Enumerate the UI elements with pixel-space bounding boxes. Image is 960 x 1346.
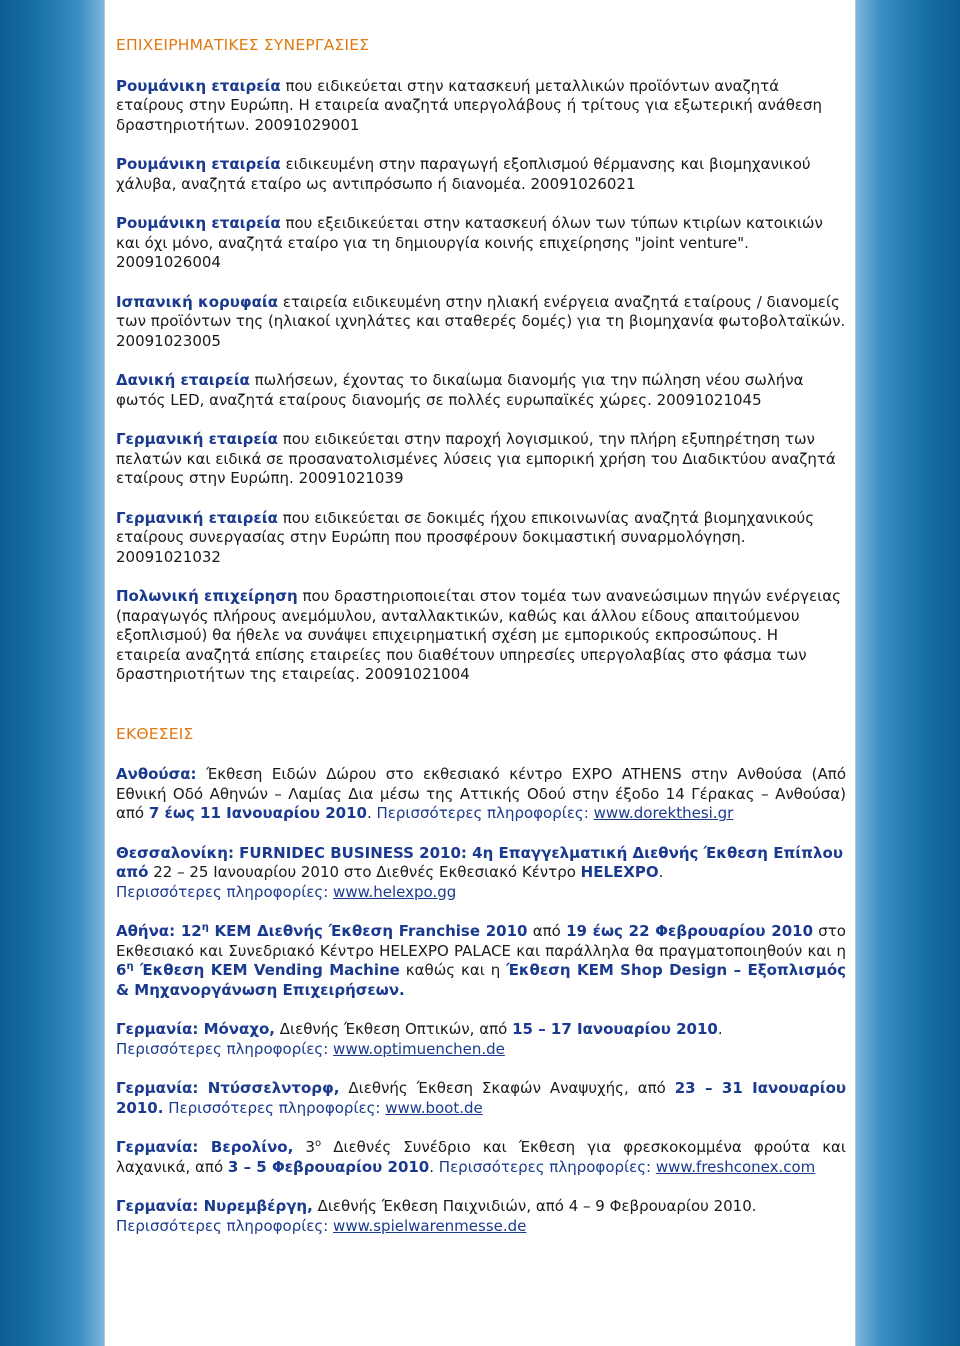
item-text: ειδικευμένη στην παραγωγή εξοπλισμού θέρμανσης και βιομηχανικού χάλυβα, αναζητά εταίρο ως αντιπρόσωπο ή διανομέα.: [116, 155, 811, 193]
exhibitions-heading: ΕΚΘΕΣΕΙΣ: [116, 724, 194, 743]
cooperation-item: [116, 587, 846, 685]
exhibition-location: Ανθούσα:: [116, 765, 197, 783]
more-info-label: Περισσότερες πληροφορίες:: [163, 1098, 381, 1117]
exhibition-text: 22 – 25 Ιανουαρίου 2010 στο Διεθνές Εκθεσιακό Κέντρο: [148, 863, 581, 881]
exhibition-link[interactable]: www.spielwarenmesse.de: [333, 1216, 527, 1235]
exhibition-text: Διεθνής Έκθεση Οπτικών, από: [275, 1020, 513, 1038]
exhibition-dates: 19 έως 22 Φεβρουαρίου 2010: [566, 922, 814, 940]
cooperation-item: [116, 430, 846, 489]
company-lead: Πολωνική επιχείρηση: [116, 587, 298, 605]
company-lead: Δανική εταιρεία: [116, 371, 250, 389]
document-content: [116, 36, 846, 1256]
exhibition-item: [116, 1020, 846, 1059]
item-text: πωλήσεων, έχοντας το δικαίωμα διανομής για την πώληση νέου σωλήνα φωτός LED, αναζητά εταίρους διανομής σε πολλές ευρωπαϊκές χώρες.: [116, 371, 804, 409]
item-text: που ειδικεύεται σε δοκιμές ήχου επικοινωνίας αναζητά βιομηχανικούς εταίρους συνεργασίας στην Ευρώπη που προσφέρουν δοκιμαστική συναρμολόγηση.: [116, 508, 815, 546]
cooperation-item: [116, 77, 846, 136]
exhibition-text: .: [366, 804, 377, 822]
exhibition-item: [116, 922, 846, 1000]
more-info-label: Περισσότερες πληροφορίες:: [116, 1216, 329, 1235]
company-lead: Ρουμάνικη εταιρεία: [116, 155, 281, 173]
item-text: που εξειδικεύεται στην κατασκευή όλων των τύπων κτιρίων κατοικιών και όχι μόνο, αναζητά εταίρο για τη δημιουργία κοινής επιχείρησης "joint venture".: [116, 214, 823, 252]
company-lead: Ρουμάνικη εταιρεία: [116, 76, 281, 95]
exhibition-location: Θεσσαλονίκη: FURNIDEC BUSINESS 2010: 4η Επαγγελματική Διεθνής Έκθεση Επίπλου από: [116, 843, 843, 881]
exhibition-text: .: [717, 1020, 723, 1038]
item-text: που ειδικεύεται στην παροχή λογισμικού, την πλήρη εξυπηρέτηση των πελατών και ειδικά σε προσανατολισμένες λύσεις για εμπορική χρήση του Διαδικτύου αναζητά εταίρους στην Ευρώπη.: [116, 430, 836, 487]
exhibition-link[interactable]: www.freshconex.com: [655, 1157, 816, 1176]
exhibition-dates: 23 – 31 Ιανουαρίου 2010.: [116, 1079, 847, 1117]
exhibition-item: [116, 1197, 846, 1236]
exhibition-link[interactable]: www.boot.de: [385, 1098, 483, 1117]
reference-number: 20091023005: [116, 331, 221, 350]
exhibition-link[interactable]: www.optimuenchen.de: [333, 1039, 505, 1058]
more-info-label: Περισσότερες πληροφορίες:: [116, 882, 329, 901]
company-lead: Ισπανική κορυφαία: [116, 292, 279, 311]
exhibition-dates: 15 – 17 Ιανουαρίου 2010: [512, 1020, 718, 1038]
exhibition-location: Γερμανία: Ντύσσελντορφ,: [116, 1079, 340, 1097]
superscript: η: [201, 922, 209, 933]
exhibition-text: Έκθεση Ειδών Δώρου στο εκθεσιακό κέντρο EXPO ATHENS στην Ανθούσα (Από Εθνική Οδό Αθηνών – Λαμίας Δια μέσω της Αττικής Οδού στην έξοδο 14 Γέρακας – Ανθούσα) από: [116, 765, 846, 822]
exhibition-link[interactable]: www.dorekthesi.gr: [593, 804, 734, 822]
cooperation-item: [116, 371, 846, 410]
exhibition-dates: 3 – 5 Φεβρουαρίου 2010: [227, 1157, 430, 1176]
company-lead: Γερμανική εταιρεία: [116, 430, 278, 448]
exhibition-number: 6: [116, 961, 127, 979]
exhibition-text: καθώς και η: [399, 961, 507, 979]
exhibition-venue: HELEXPO: [580, 863, 659, 881]
reference-number: 20091026021: [530, 174, 636, 193]
reference-number: 20091029001: [254, 115, 360, 134]
item-text: που ειδικεύεται στην κατασκευή μεταλλικών προϊόντων αναζητά εταίρους στην Ευρώπη. Η εταιρεία αναζητά υπεργολάβους ή τρίτους για εξωτερική ανάθεση δραστηριοτήτων.: [116, 76, 823, 134]
exhibition-link[interactable]: www.helexpo.gg: [333, 882, 457, 901]
exhibition-text: 3: [293, 1138, 315, 1156]
cooperation-item: [116, 214, 846, 273]
exhibition-location: Γερμανία: Μόναχο,: [116, 1020, 276, 1038]
reference-number: 20091021039: [298, 469, 404, 487]
exhibition-dates: 7 έως 11 Ιανουαρίου 2010: [148, 804, 367, 822]
exhibition-title: ΚΕΜ Διεθνής Έκθεση Franchise 2010: [208, 922, 528, 940]
exhibition-title: Έκθεση ΚΕΜ Vending Machine: [133, 961, 400, 979]
exhibition-item: [116, 1138, 846, 1177]
exhibition-item: [116, 765, 846, 824]
more-info-label: Περισσότερες πληροφορίες:: [438, 1157, 652, 1176]
exhibition-text: .: [658, 863, 664, 881]
exhibition-text: Διεθνής Έκθεση Παιχνιδιών, από 4 – 9 Φεβρουαρίου 2010.: [312, 1197, 757, 1215]
cooperation-item: [116, 509, 846, 568]
company-lead: Ρουμάνικη εταιρεία: [116, 214, 281, 232]
exhibition-title: Έκθεση ΚΕΜ Shop Design – Εξοπλισμός & Μηχανοργάνωση Επιχειρήσεων.: [116, 961, 847, 999]
exhibition-location: Αθήνα: 12: [116, 922, 202, 940]
exhibition-text: .: [429, 1157, 439, 1176]
company-lead: Γερμανική εταιρεία: [116, 508, 278, 527]
exhibition-item: [116, 1079, 846, 1118]
item-text: που δραστηριοποιείται στον τομέα των ανανεώσιμων πηγών ενέργειας (παραγωγός πλήρους ανεμόμυλου, ανταλλακτικών, καθώς και άλλου είδους απαιτούμενου εξοπλισμού) θα ήθελε να συνάψει επιχειρηματική σχέση με εμπορικούς εκπροσώπους. Η εταιρεία αναζητά επίσης εταιρείες που διαθέτουν υπηρεσίες υπεργολαβίας στο φάσμα των δραστηριοτήτων της εταιρείας.: [116, 587, 841, 683]
superscript: η: [126, 961, 134, 972]
document-page: [105, 0, 855, 1346]
exhibition-location: Γερμανία: Νυρεμβέργη,: [116, 1197, 313, 1215]
reference-number: 20091021045: [656, 390, 762, 409]
exhibition-text: από: [527, 922, 567, 940]
cooperation-item: [116, 293, 846, 352]
exhibition-text: Διεθνές Συνέδριο και Έκθεση για φρεσκοκομμένα φρούτα και λαχανικά, από: [116, 1138, 846, 1176]
exhibition-text: Διεθνής Έκθεση Σκαφών Αναψυχής, από: [339, 1079, 675, 1097]
superscript: ο: [314, 1138, 322, 1149]
exhibition-location: Γερμανία: Βερολίνο,: [116, 1138, 294, 1156]
exhibition-text: στο Εκθεσιακό και Συνεδριακό Κέντρο HELEXPO PALACE και παράλληλα θα πραγματοποιηθούν και η: [116, 922, 846, 960]
more-info-label: Περισσότερες πληροφορίες:: [116, 1039, 329, 1058]
more-info-label: Περισσότερες πληροφορίες:: [376, 804, 589, 822]
cooperation-heading: ΕΠΙΧΕΙΡΗΜΑΤΙΚΕΣ ΣΥΝΕΡΓΑΣΙΕΣ: [116, 36, 370, 54]
reference-number: 20091026004: [116, 253, 221, 271]
reference-number: 20091021004: [364, 665, 470, 683]
cooperation-item: [116, 155, 846, 194]
reference-number: 20091021032: [116, 547, 221, 566]
item-text: εταιρεία ειδικευμένη στην ηλιακή ενέργεια αναζητά εταίρους / διανομείς των προϊόντων της (ηλιακοί ιχνηλάτες και σταθερές δομές) για τη βιομηχανία φωτοβολταϊκών.: [116, 292, 846, 330]
exhibition-item: [116, 844, 846, 903]
